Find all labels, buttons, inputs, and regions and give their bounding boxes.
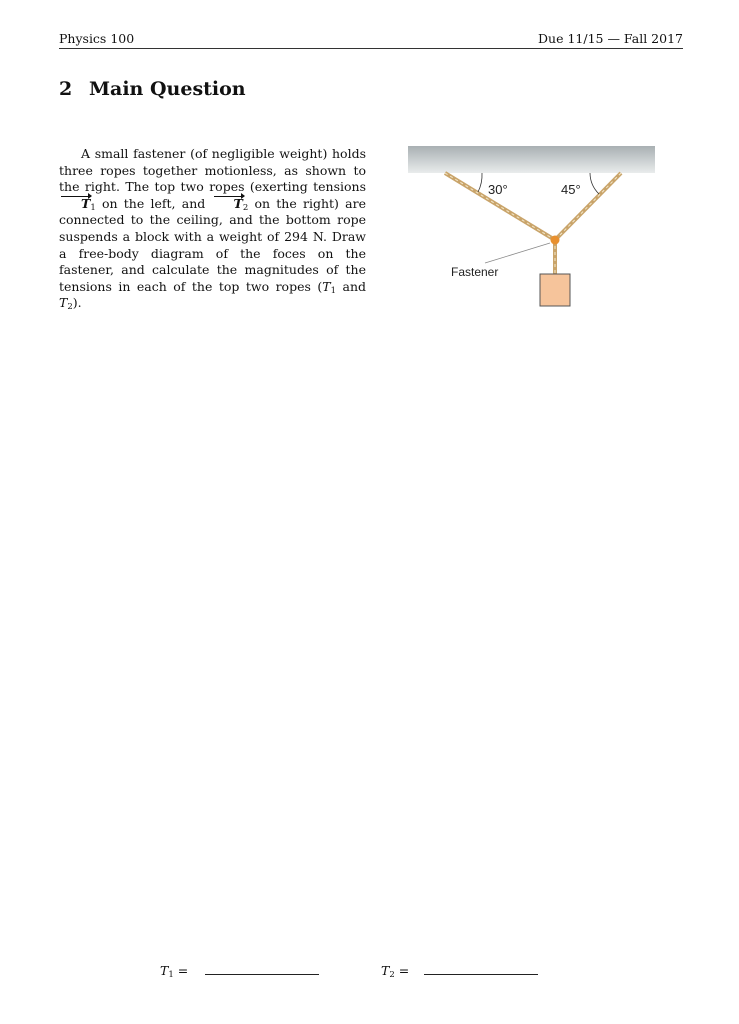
- tension-2-plain: T: [59, 295, 68, 311]
- angle-label-left: 30°: [488, 182, 508, 197]
- angle-arc-right: [590, 173, 599, 194]
- tension-1-plain-subscript: 1: [330, 285, 337, 296]
- angle-arc-left: [478, 173, 482, 192]
- tension-2-symbol: T: [233, 195, 243, 211]
- section-heading: [59, 78, 246, 100]
- course-title: Physics 100: [59, 31, 135, 46]
- fastener-knot: [551, 236, 560, 245]
- answer-t2-var: T: [381, 963, 390, 978]
- section-number: 2: [59, 78, 73, 100]
- fastener-pointer: [485, 243, 550, 263]
- answer-t1-equals: =: [177, 963, 189, 978]
- tension-1-subscript: 1: [90, 202, 96, 213]
- tension-1-symbol: T: [81, 195, 91, 211]
- answer-t2-equals: =: [398, 963, 410, 978]
- tension-1-plain: T: [322, 278, 331, 294]
- answer-t1-label: [160, 963, 188, 979]
- tension-2-subscript: 2: [242, 202, 249, 213]
- answer-t1-sub: 1: [168, 970, 174, 980]
- answer-t1-blank[interactable]: [205, 974, 319, 975]
- problem-text-5: and: [336, 278, 366, 294]
- tension-2-vector: [212, 196, 243, 213]
- problem-text-6: ).: [72, 295, 82, 311]
- problem-text-4: N. Draw a free-body diagram of the foces on the fastener, and calculate the magnitudes of the tensions in each of the top two ropes (: [59, 228, 366, 294]
- rope-diagram: [405, 146, 657, 312]
- ceiling: [408, 146, 655, 173]
- header-divider: [59, 48, 683, 49]
- answer-t2-blank[interactable]: [424, 974, 538, 975]
- due-date: Due 11/15 — Fall 2017: [538, 31, 683, 46]
- problem-text-1: A small fastener (of negligible weight) holds three ropes together motionless, as shown to the right. The top two ropes (exerting tensions: [59, 146, 366, 195]
- block-weight-value: 294: [284, 228, 308, 244]
- problem-text-3: on the right) are connected to the ceiling, and the bottom rope suspends a block with a weight of: [59, 195, 366, 244]
- fastener-label: Fastener: [451, 265, 499, 279]
- tension-2-plain-subscript: 2: [67, 302, 73, 313]
- problem-statement: [59, 146, 366, 312]
- tension-1-vector: [59, 196, 90, 213]
- answer-t2-label: [381, 963, 409, 979]
- section-title: Main Question: [89, 78, 246, 100]
- answer-t1-var: T: [160, 963, 169, 978]
- problem-text-2: on the left, and: [95, 195, 212, 211]
- hanging-block: [540, 274, 570, 306]
- answer-t2-sub: 2: [389, 970, 395, 980]
- angle-label-right: 45°: [561, 182, 581, 197]
